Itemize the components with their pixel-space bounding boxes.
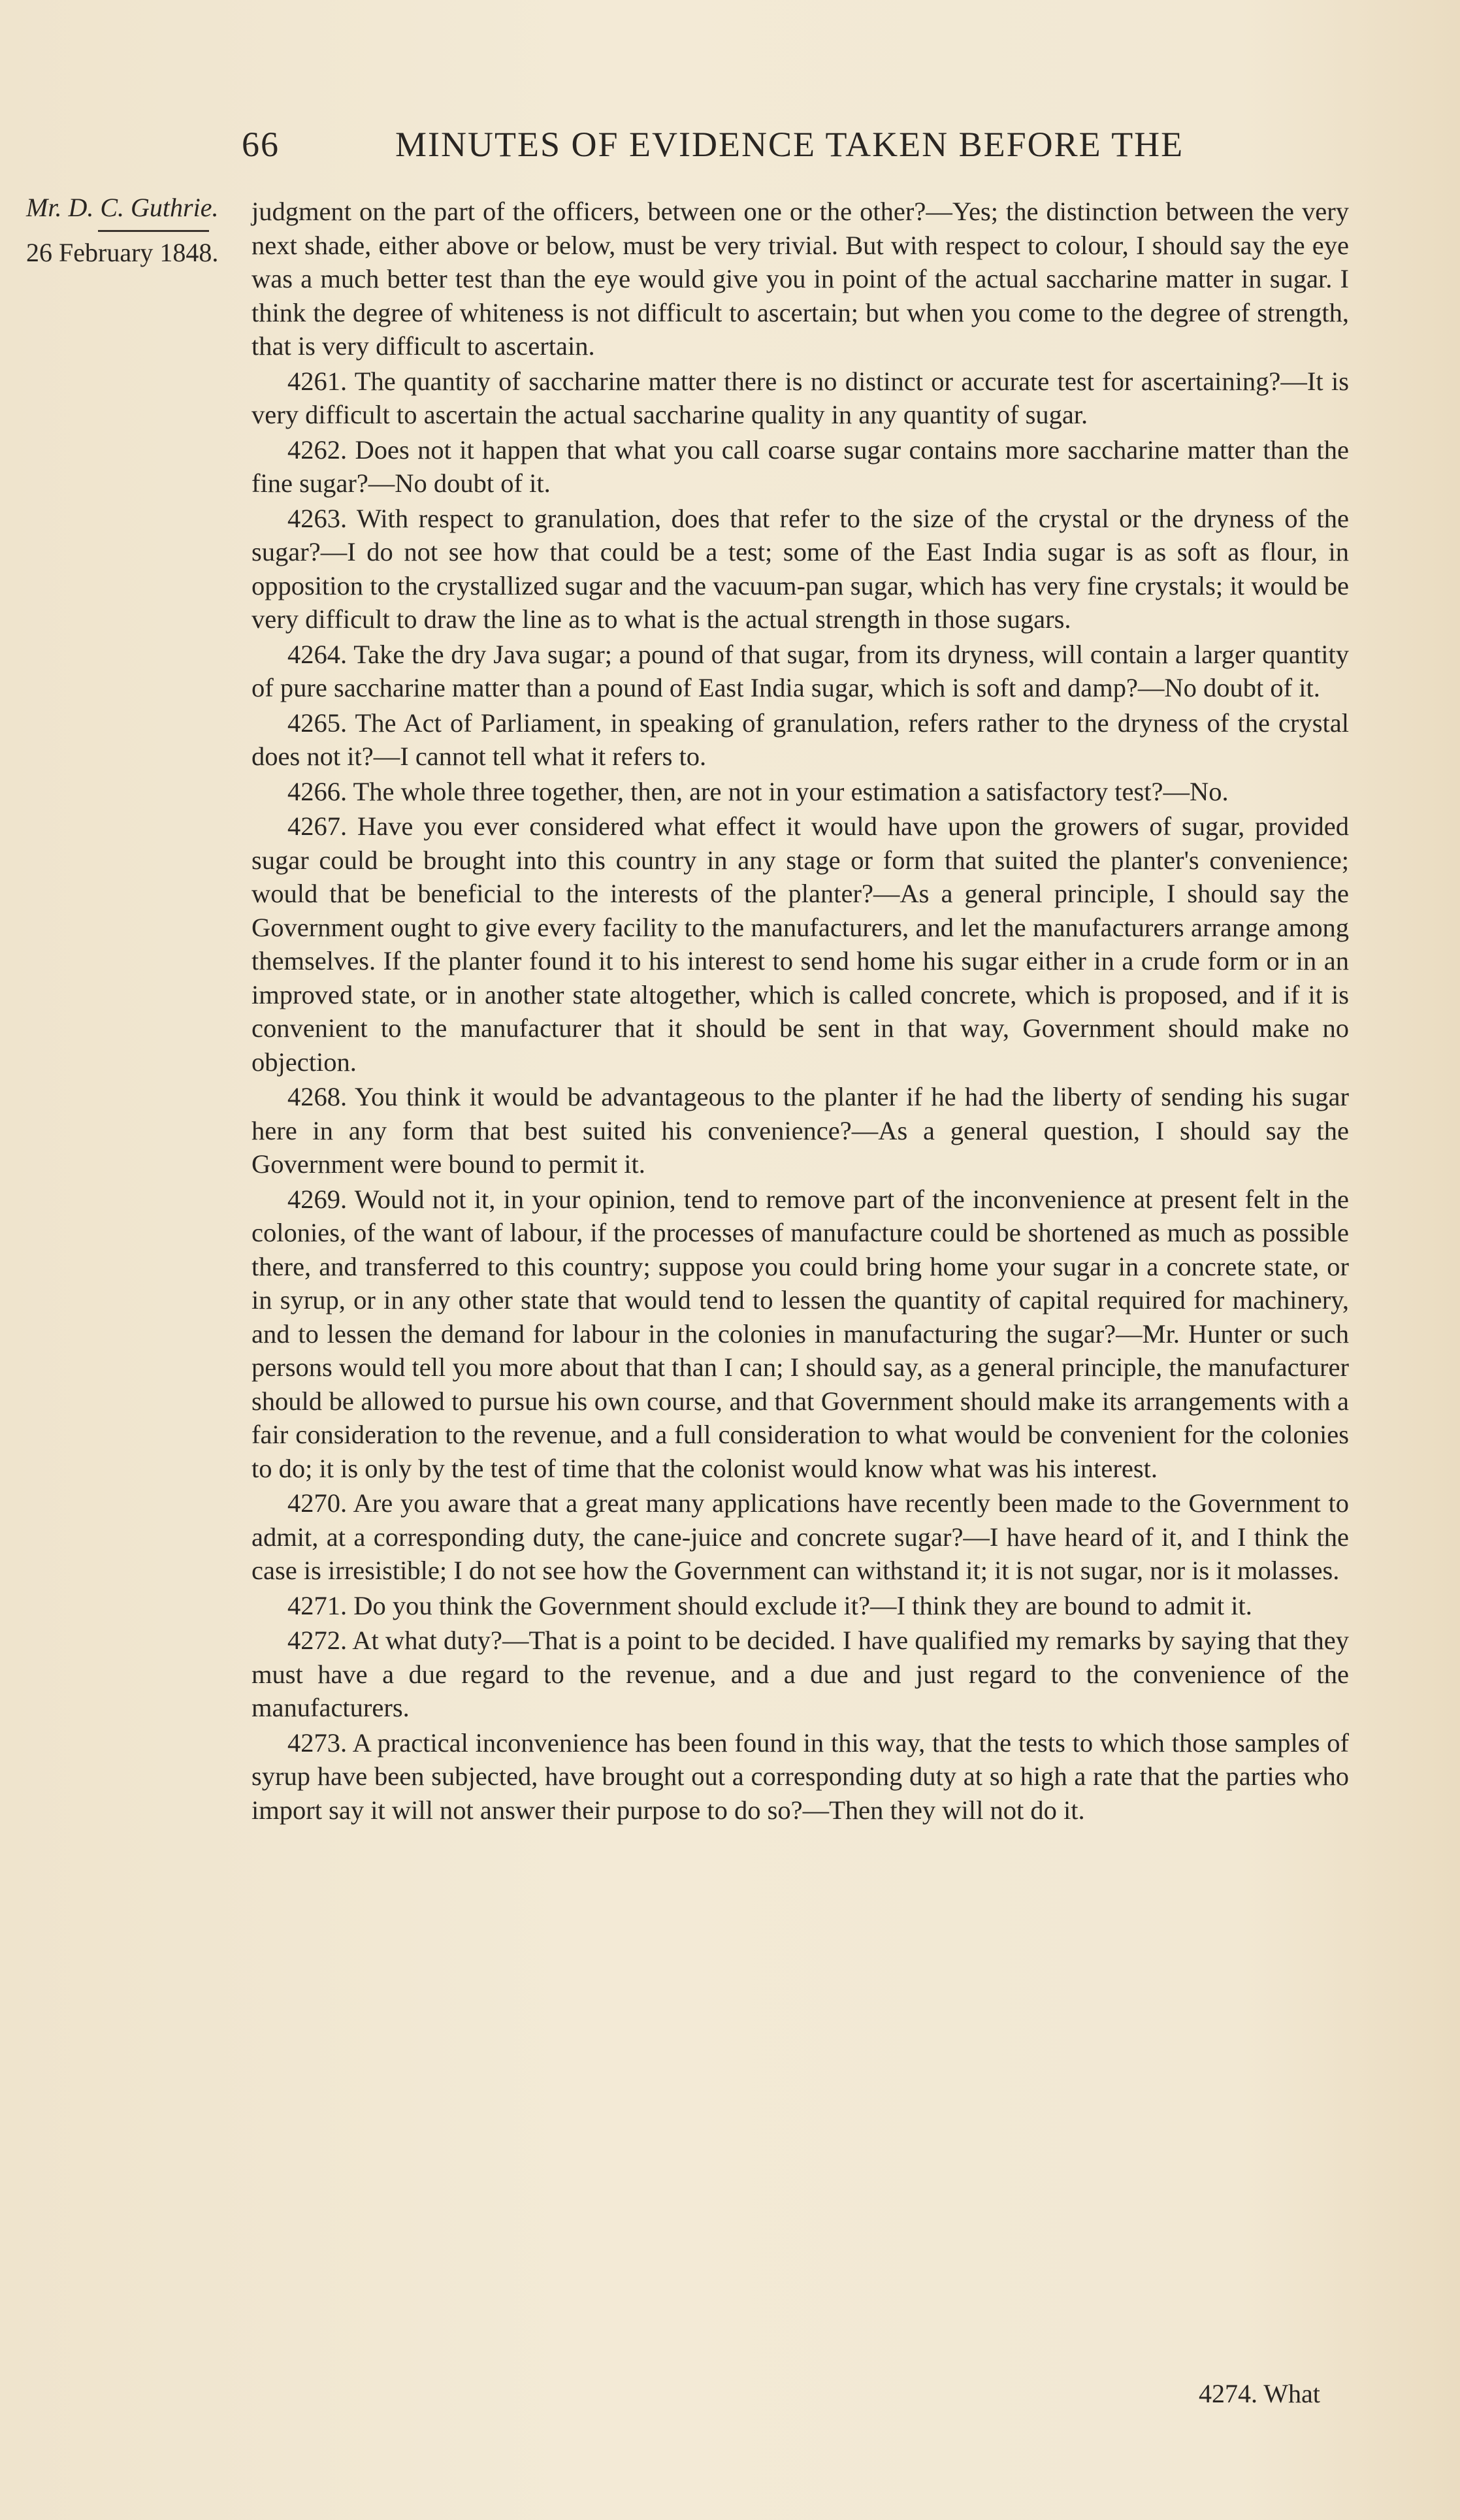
sidenote-rule [98,230,209,232]
question-4271: 4271. Do you think the Government should exclude it?—I think they are bound to admit it. [287,1590,1252,1620]
question-4266: 4266. The whole three together, then, are not in your estimation a satisfactory test?—No. [287,776,1229,806]
page-number: 66 [242,125,280,164]
question-4268: 4268. You think it would be advantageous to the planter if he had the liberty of sending his sugar here in any form that best suited his convenience?—As a general question, I should say the Government were bound to permit it. [251,1082,1349,1179]
catchword: 4274. What [1199,2379,1320,2408]
question-4263: 4263. With respect to granulation, does that refer to the size of the crystal or the dryness of the sugar?—I do not see how that could be a test; some of the East India sugar is as soft as flour, in opposition to the crystallized sugar and the vacuum-pan sugar, which has very fine crystals; it would be very difficult to draw the line as to what is the actual strength in those sugars. [251,503,1349,634]
question-4270: 4270. Are you aware that a great many applications have recently been made to the Government to admit, at a corresponding duty, the cane-juice and concrete sugar?—I have heard of it, and I think the case is irresistible; I do not see how the Government can withstand it; it is not sugar, nor is it molasses. [251,1488,1349,1585]
question-4262: 4262. Does not it happen that what you call coarse sugar contains more saccharine matter than the fine sugar?—No doubt of it. [251,434,1349,498]
question-4273: 4273. A practical inconvenience has been found in this way, that the tests to which those samples of syrup have been subjected, have brought out a corresponding duty at so high a rate that the parties who import say it will not answer their purpose to do so?—Then they will not do it. [251,1727,1349,1825]
question-4265: 4265. The Act of Parliament, in speaking of granulation, refers rather to the dryness of the crystal does not it?—I cannot tell what it refers to. [251,708,1349,771]
question-4269: 4269. Would not it, in your opinion, tend to remove part of the inconvenience at present felt in the colonies, of the want of labour, if the processes of manufacture could be shortened as much as possible there, and transferred to this country; suppose you could bring home your sugar in a concrete state, or in syrup, or in any other state that would tend to lessen the quantity of capital required for machinery, and to lessen the demand for labour in the colonies in manufacturing the sugar?—Mr. Hunter or such persons would tell you more about that than I can; I should say, as a general principle, the manufacturer should be allowed to pursue his own course, and that Government should make its arrangements with a fair consideration to the revenue, and a full consideration to what would be convenient for the colonies to do; it is only by the test of time that the colonist would know what was his interest. [251,1184,1349,1483]
page-header [242,124,1365,170]
witness-name: Mr. D. C. Guthrie. [26,193,219,222]
evidence-body [251,195,1349,1827]
evidence-date: 26 February 1848. [26,238,219,267]
running-title: MINUTES OF EVIDENCE TAKEN BEFORE THE [395,125,1184,164]
question-4272: 4272. At what duty?—That is a point to be decided. I have qualified my remarks by saying that they must have a due regard to the revenue, and a due and just regard to the convenience of the manufacturers. [251,1626,1349,1722]
opening-paragraph: judgment on the part of the officers, between one or the other?—Yes; the distinction between the very next shade, either above or below, must be very trivial. But with respect to colour, I should say the eye was a much better test than the eye would give you in point of the actual saccharine matter in sugar. I think the degree of whiteness is not difficult to ascertain; but when you come to the degree of strength, that is very difficult to ascertain. [251,197,1349,361]
question-4267: 4267. Have you ever considered what effect it would have upon the growers of sugar, provided sugar could be brought into this country in any stage or form that suited the planter's convenience; would that be beneficial to the interests of the planter?—As a general principle, I should say the Government ought to give every facility to the manufacturers, and let the manufacturers arrange among themselves. If the planter found it to his interest to send home his sugar either in a crude form or in an improved state, or in another state altogether, which is called concrete, which is proposed, and if it is convenient to the manufacturer that it should be sent in that way, Government should make no objection. [251,811,1349,1077]
margin-sidenote [26,189,248,271]
question-4261: 4261. The quantity of saccharine matter there is no distinct or accurate test for ascertaining?—It is very difficult to ascertain the actual saccharine quality in any quantity of sugar. [251,366,1349,429]
question-4264: 4264. Take the dry Java sugar; a pound of that sugar, from its dryness, will contain a larger quantity of pure saccharine matter than a pound of East India sugar, which is soft and damp?—No doubt of it. [251,639,1349,702]
